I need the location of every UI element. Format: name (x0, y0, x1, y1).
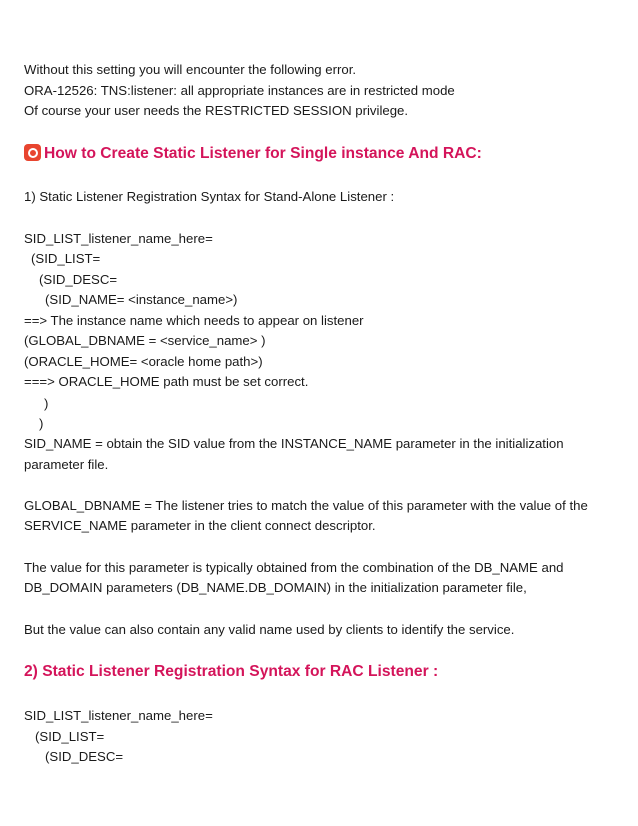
intro-line-1: Without this setting you will encounter the following error. (24, 62, 357, 77)
paragraph-line: parameter file. (24, 457, 109, 472)
paragraph-line: SID_NAME = obtain the SID value from the INSTANCE_NAME parameter in the initialization (24, 436, 564, 451)
intro-line-3: Of course your user needs the RESTRICTED SESSION privilege. (24, 103, 409, 118)
section1-title: How to Create Static Listener for Single instance And RAC: (44, 145, 482, 162)
circle-o-badge-icon (24, 144, 41, 161)
code-line: (SID_NAME= <instance_name>) (45, 292, 238, 307)
code-line: (SID_LIST= (35, 729, 105, 744)
code-line: ) (44, 396, 49, 411)
paragraph-line: DB_DOMAIN parameters (DB_NAME.DB_DOMAIN) in the initialization parameter file, (24, 580, 527, 595)
paragraph-line: GLOBAL_DBNAME = The listener tries to match the value of this parameter with the value of the (24, 498, 588, 513)
code-line: SID_LIST_listener_name_here= (24, 708, 213, 723)
paragraph-line: SERVICE_NAME parameter in the client connect descriptor. (24, 518, 376, 533)
code-line: (ORACLE_HOME= <oracle home path>) (24, 354, 263, 369)
section1-heading (24, 144, 482, 164)
code-line: (GLOBAL_DBNAME = <service_name> ) (24, 333, 266, 348)
code-line: SID_LIST_listener_name_here= (24, 231, 213, 246)
code-line: ===> ORACLE_HOME path must be set correct. (24, 374, 309, 389)
code-line: (SID_LIST= (31, 251, 101, 266)
paragraph-line: But the value can also contain any valid name used by clients to identify the service. (24, 622, 515, 637)
code-line: ==> The instance name which needs to appear on listener (24, 313, 364, 328)
code-line: (SID_DESC= (45, 749, 124, 764)
code-line: ) (39, 416, 44, 431)
intro-line-2: ORA-12526: TNS:listener: all appropriate instances are in restricted mode (24, 83, 455, 98)
paragraph-line: The value for this parameter is typically obtained from the combination of the DB_NAME and (24, 560, 564, 575)
code-line: (SID_DESC= (39, 272, 118, 287)
section1-subtitle: 1) Static Listener Registration Syntax for Stand-Alone Listener : (24, 189, 395, 204)
section2-title: 2) Static Listener Registration Syntax for RAC Listener : (24, 663, 439, 680)
